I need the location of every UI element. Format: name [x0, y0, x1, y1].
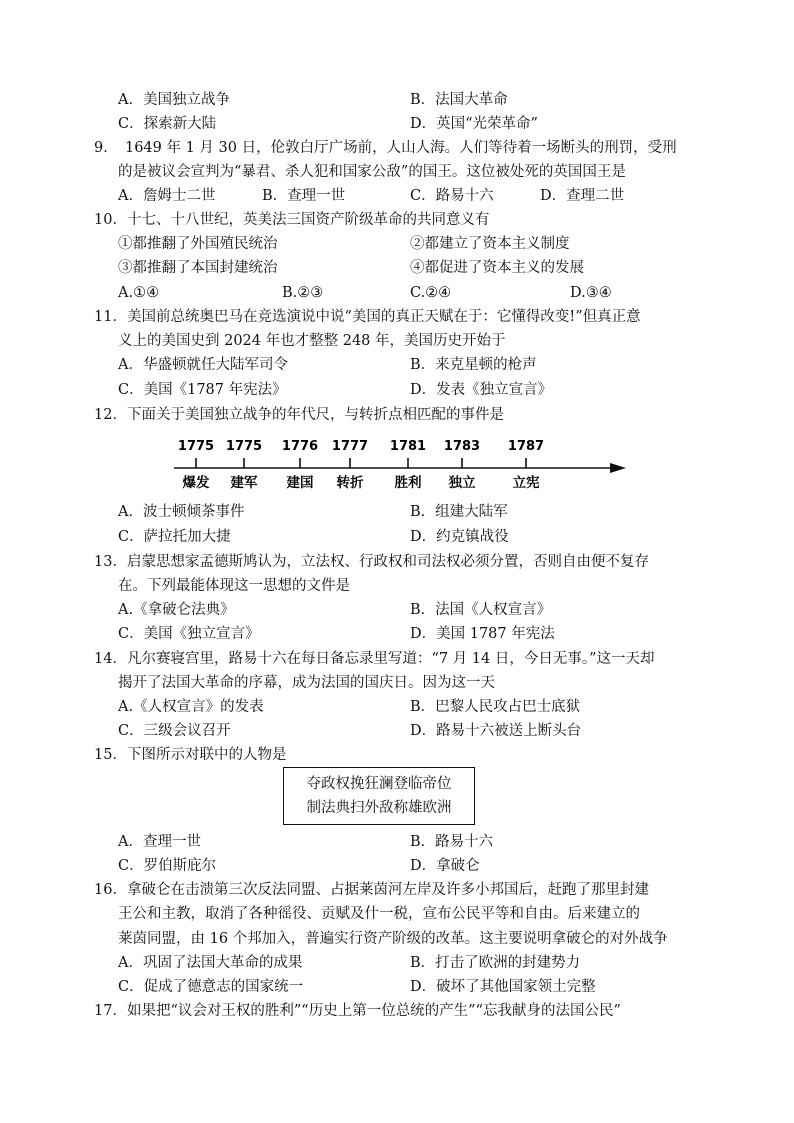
q13-option-b: B．法国《人权宣言》 — [410, 602, 552, 618]
q9-stem-line-1: 9． 1649 年 1 月 30 日，伦敦白厅广场前，人山人海。人们等待着一场断头的刑罚，受刑 — [94, 140, 677, 156]
q15-option-b: B．路易十六 — [410, 834, 494, 850]
timeline-year-label: 1787 — [507, 439, 545, 454]
q11-option-c: C．美国《1787 年宪法》 — [118, 382, 287, 398]
couplet-line-1: 夺政权挽狂澜登临帝位 — [306, 776, 452, 792]
q11-option-a: A．华盛顿就任大陆军司令 — [118, 357, 288, 373]
q16-option-a: A．巩固了法国大革命的成果 — [118, 955, 303, 971]
timeline-event-label: 建国 — [286, 475, 314, 491]
q14-stem-line-2: 揭开了法国大革命的序幕，成为法国的国庆日。因为这一天 — [118, 675, 495, 691]
q15-option-a: A．查理一世 — [118, 834, 201, 850]
q9-stem-line-2: 的是被议会宣判为“暴君、杀人犯和国家公敌”的国王。这位被处死的英国国王是 — [118, 164, 626, 180]
q10-item-3: ③都推翻了本国封建统治 — [118, 260, 278, 276]
q11-option-b: B．来克星顿的枪声 — [410, 357, 537, 373]
timeline-year-label: 1776 — [281, 439, 319, 454]
q14-option-a: A.《人权宣言》的发表 — [118, 699, 264, 715]
timeline-figure — [172, 432, 632, 494]
q12-option-b: B．组建大陆军 — [410, 504, 508, 520]
timeline-year-label: 1775 — [177, 439, 215, 454]
q16-stem-line-2: 王公和主教，取消了各种徭役、贡赋及什一税，宣布公民平等和自由。后来建立的 — [118, 906, 640, 922]
timeline-year-label: 1781 — [389, 439, 427, 454]
q12-option-d: D．约克镇战役 — [410, 529, 509, 545]
timeline-event-label: 独立 — [448, 475, 476, 491]
q15-option-d: D．拿破仑 — [410, 858, 480, 874]
q16-option-b: B．打击了欧洲的封建势力 — [410, 955, 581, 971]
q16-option-d: D．破坏了其他国家领土完整 — [410, 979, 596, 995]
q8-option-b: B．法国大革命 — [410, 92, 508, 108]
timeline-event-label: 立宪 — [512, 475, 540, 491]
q12-option-c: C．萨拉托加大捷 — [118, 529, 231, 545]
q15-option-c: C．罗伯斯庇尔 — [118, 858, 217, 874]
q11-stem-line-2: 义上的美国史到 2024 年也才整整 248 年，美国历史开始于 — [118, 333, 506, 349]
q11-stem-line-1: 11．美国前总统奥巴马在竞选演说中说“美国的真正天赋在于：它懂得改变!”但真正意 — [94, 309, 641, 325]
q14-stem-line-1: 14．凡尔赛寝宫里，路易十六在每日备忘录里写道：“7 月 14 日，今日无事。”这一天却 — [94, 651, 655, 667]
timeline-event-label: 转折 — [336, 475, 364, 491]
timeline-event-label: 建军 — [230, 475, 258, 491]
q16-stem-line-1: 16．拿破仑在击溃第三次反法同盟、占据莱茵河左岸及许多小邦国后，赶跑了那里封建 — [94, 882, 649, 898]
q9-option-c: C．路易十六 — [410, 188, 494, 204]
q13-stem-line-1: 13．启蒙思想家孟德斯鸠认为，立法权、行政权和司法权必须分置，否则自由便不复存 — [94, 554, 649, 570]
q11-option-d: D．发表《独立宣言》 — [410, 382, 553, 398]
q9-option-d: D．查理二世 — [540, 188, 625, 204]
q10-option-b: B.②③ — [282, 285, 324, 301]
timeline-year-label: 1775 — [225, 439, 263, 454]
q8-option-d: D．英国“光荣革命” — [410, 116, 538, 132]
q8-option-c: C．探索新大陆 — [118, 116, 217, 132]
q9-option-a: A．詹姆士二世 — [118, 188, 216, 204]
q10-item-4: ④都促进了资本主义的发展 — [410, 260, 584, 276]
q12-stem: 12．下面关于美国独立战争的年代尺，与转折点相匹配的事件是 — [94, 407, 504, 423]
q8-option-a: A．美国独立战争 — [118, 92, 230, 108]
q12-option-a: A．波士顿倾茶事件 — [118, 504, 245, 520]
q16-stem-line-3: 莱茵同盟，由 16 个邦加入，普遍实行资产阶级的改革。这主要说明拿破仑的对外战争 — [118, 931, 668, 947]
q15-stem: 15．下图所示对联中的人物是 — [94, 747, 287, 763]
q10-option-d: D.③④ — [570, 285, 612, 301]
q9-option-b: B．查理一世 — [262, 188, 346, 204]
q10-option-a: A.①④ — [118, 285, 160, 301]
couplet-line-2: 制法典扫外敌称雄欧洲 — [306, 800, 452, 816]
timeline-year-label: 1777 — [331, 439, 369, 454]
q10-stem: 10．十七、十八世纪，英美法三国资产阶级革命的共同意义有 — [94, 212, 490, 228]
q13-option-a: A.《拿破仑法典》 — [118, 602, 235, 618]
q10-item-2: ②都建立了资本主义制度 — [410, 236, 570, 252]
timeline-event-label: 爆发 — [182, 475, 210, 491]
q17-stem: 17．如果把“议会对王权的胜利”“历史上第一位总统的产生”“忘我献身的法国公民” — [94, 1003, 621, 1019]
q10-option-c: C.②④ — [410, 285, 452, 301]
q14-option-d: D．路易十六被送上断头台 — [410, 723, 582, 739]
q13-stem-line-2: 在。下列最能体现这一思想的文件是 — [118, 578, 350, 594]
couplet-box — [283, 767, 475, 825]
q14-option-b: B．巴黎人民攻占巴士底狱 — [410, 699, 581, 715]
q14-option-c: C．三级会议召开 — [118, 723, 231, 739]
q10-item-1: ①都推翻了外国殖民统治 — [118, 236, 278, 252]
q13-option-c: C．美国《独立宣言》 — [118, 626, 260, 642]
timeline-event-label: 胜利 — [394, 475, 422, 491]
timeline-year-label: 1783 — [443, 439, 481, 454]
q13-option-d: D．美国 1787 年宪法 — [410, 626, 555, 642]
q16-option-c: C．促成了德意志的国家统一 — [118, 979, 304, 995]
timeline-arrow — [610, 463, 626, 473]
